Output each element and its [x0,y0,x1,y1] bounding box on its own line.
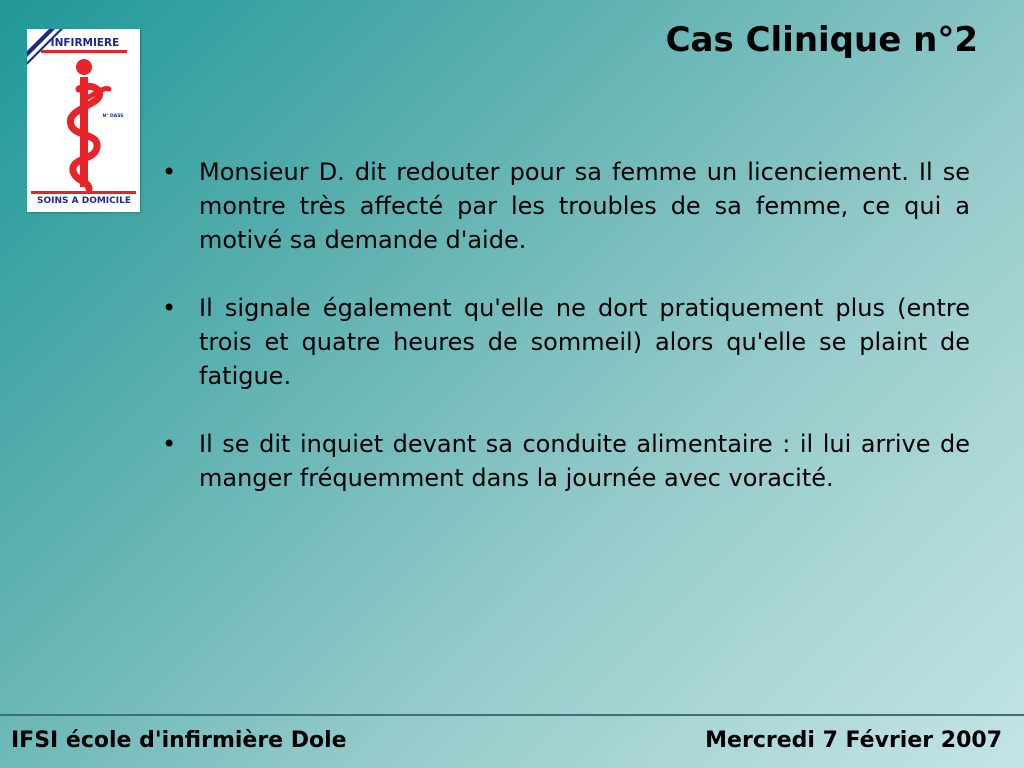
infirmiere-logo [27,29,140,212]
bullet-list [158,155,970,529]
bullet-text: Il signale également qu'elle ne dort pratiquement plus (entre trois et quatre heures de sommeil) alors qu'elle se plaint de fatigue. [199,294,970,390]
footer-institution: IFSI école d'infirmière Dole [11,728,347,753]
bullet-text: Il se dit inquiet devant sa conduite alimentaire : il lui arrive de manger fréquemment dans la journée avec voracité. [199,430,970,492]
bullet-marker: • [162,158,177,186]
bullet-item [158,155,970,257]
logo-middle-text: N° DASS [102,114,124,119]
logo-top-text: INFIRMIERE [50,37,120,49]
footer-divider [0,714,1024,716]
bullet-item [158,291,970,393]
bullet-marker: • [162,294,177,322]
footer-date: Mercredi 7 Février 2007 [705,728,1002,753]
caduceus-icon [27,29,140,212]
logo-bottom-text: SOINS A DOMICILE [37,196,131,206]
bullet-item [158,427,970,495]
bullet-marker: • [162,430,177,458]
slide-title: Cas Clinique n°2 [665,20,978,60]
bullet-text: Monsieur D. dit redouter pour sa femme un licenciement. Il se montre très affecté par les troubles de sa femme, ce qui a motivé sa demande d'aide. [199,158,970,254]
